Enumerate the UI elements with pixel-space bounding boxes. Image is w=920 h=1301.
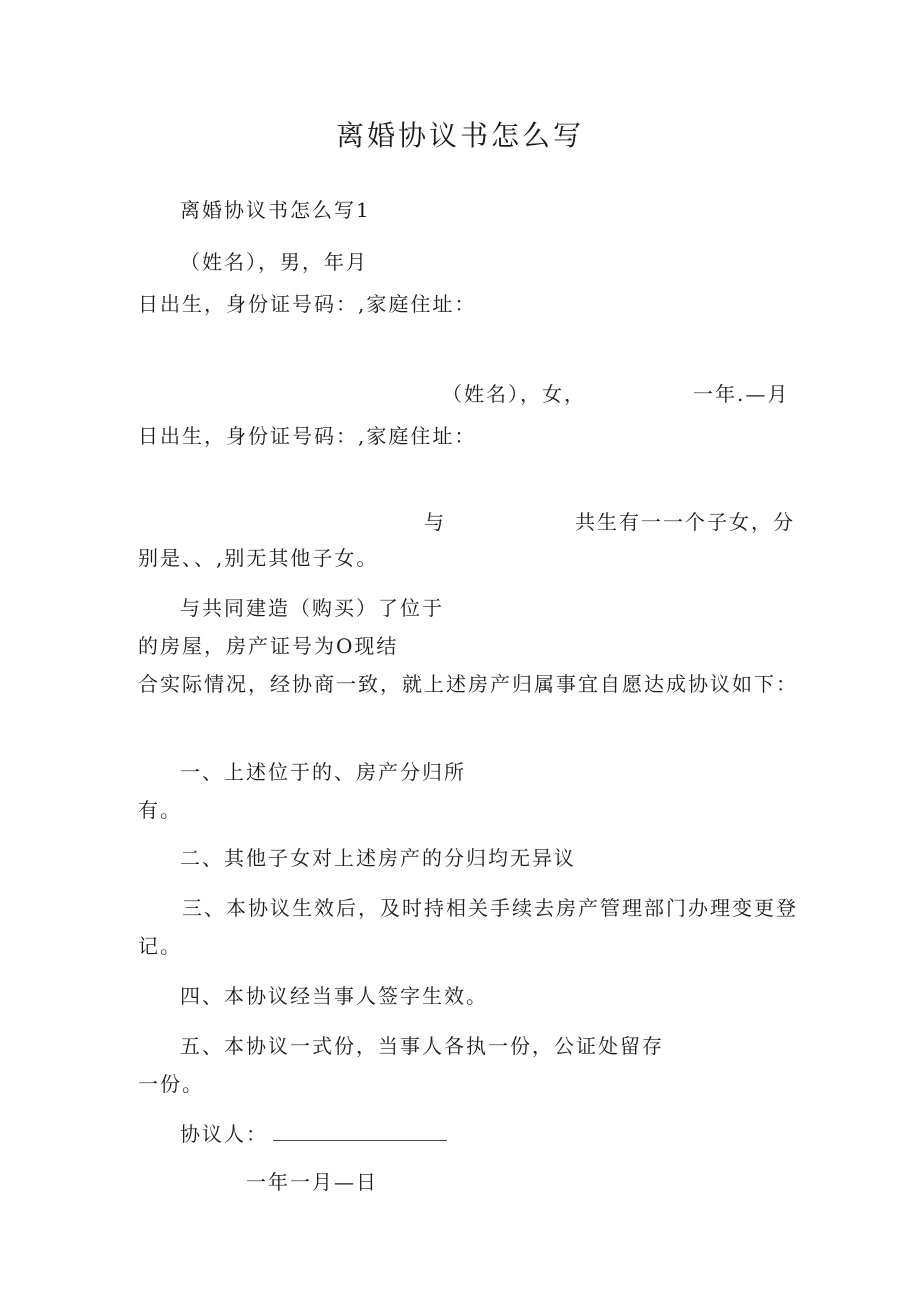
clause-3-line2: 记。 [138,934,182,958]
clause-3-line1: 三、本协议生效后，及时持相关手续去房产管理部门办理变更登 [182,896,798,920]
signature-date: 一年一月—日 [246,1170,378,1194]
clause-1-line1: 一、上述位于的、房产分归所 [180,760,466,784]
clause-4: 四、本协议经当事人签字生效。 [180,984,488,1008]
signature-label: 协议人： [180,1122,268,1146]
document-subtitle: 离婚协议书怎么写1 [180,198,371,222]
signature-line [273,1140,447,1141]
party2-line1-name: （姓名），女， [442,382,586,406]
property-line1: 与共同建造（购买）了位于 [180,596,444,620]
document-title: 离婚协议书怎么写 [335,119,584,152]
clause-1-line2: 有。 [138,798,182,822]
clause-2: 二、其他子女对上述房产的分归均无异议 [180,846,576,870]
property-line2: 的房屋，房产证号为O现结 [138,634,399,658]
party1-line1: （姓名），男，年月 [180,250,368,274]
party2-line2: 日出生，身份证号码：,家庭住址： [138,424,477,448]
clause-5-line1: 五、本协议一式份，当事人各执一份，公证处留存 [180,1034,664,1058]
clause-5-line2: 一份。 [138,1072,204,1096]
children-line2: 别是、、,别无其他子女。 [138,546,379,570]
party2-line1-date: 一年.—月 [693,382,790,406]
party1-line2: 日出生，身份证号码：,家庭住址： [138,292,477,316]
children-line1-tail: 共生有一一个子女，分 [575,510,795,534]
property-line3: 合实际情况，经协商一致，就上述房产归属事宜自愿达成协议如下： [138,672,798,696]
children-and: 与 [424,510,446,534]
